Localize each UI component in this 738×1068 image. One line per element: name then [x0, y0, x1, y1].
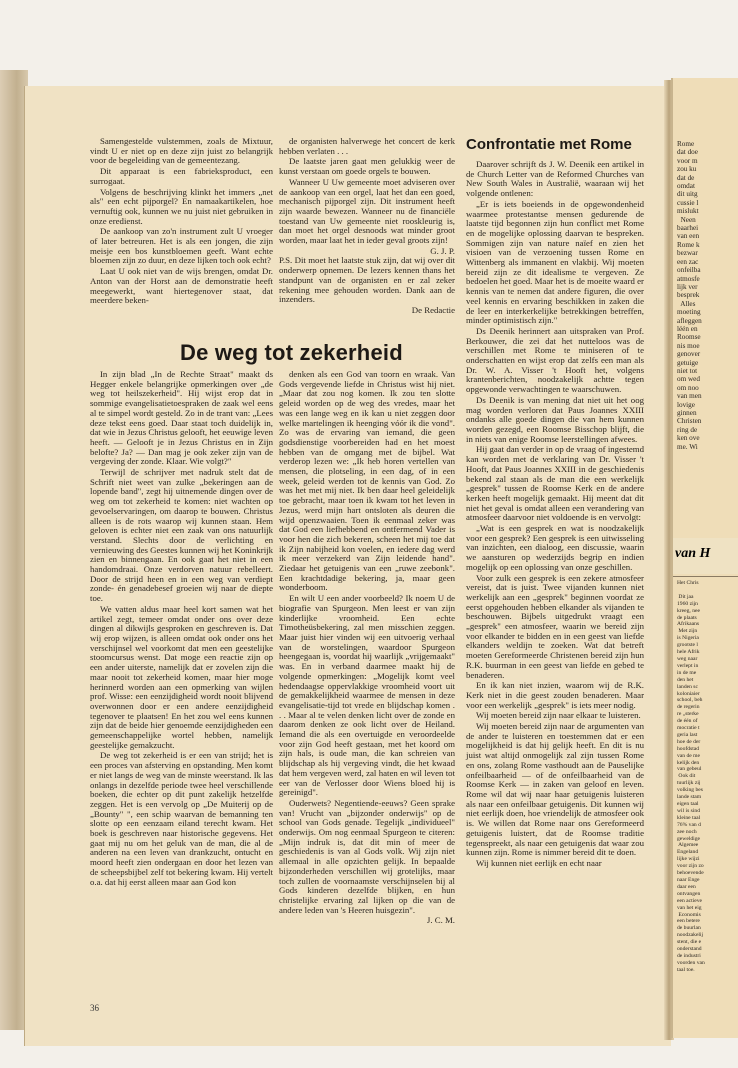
facing-page-rule — [673, 576, 738, 577]
page-number: 36 — [90, 1003, 99, 1013]
paragraph: Ds Deenik is van mening dat niet uit het oog mag worden verloren dat Paus Joannes XXIII ondanks alle goede dingen die van hem kunnen worden gezegd, een Roomse Bisschop blijft, die in niets van enige Roomse leerstellingen afwees. — [466, 394, 644, 444]
paragraph: Hij gaat dan verder in op de vraag of ingestemd kan worden met de verklaring van Dr. Visser 't Hooft, dat Paus Joannes XXIII in de geschiedenis bekend zal staan als de man die een werkelijk „gesprek" tussen de Roomse Kerk en de andere kerken heeft mogelijk gemaakt. Hij meent dat dit niet het geval is omdat alleen een verandering van atmosfeer daarvoor niet voldoende is en vervolgt: — [466, 444, 644, 523]
facing-page — [671, 78, 738, 1038]
paragraph: denken als een God van toorn en wraak. Van Gods vergevende liefde in Christus wist hij niet. „Maar dat zou nog komen. Ik zou ten slotte geleid worden op de weg des vredes, maar het was een lange weg en ik kan u niet zeggen door welke martelingen ik heenging vóór ik die vond". Zo was de ervaring van iemand, die geen godsdienstige voorbereiden had en het moest hebben van de omgang met de bijbel. Wat verderop lezen we: „Ik heb horen vertellen van mensen, die plotseling, in een dag, of in een week, geleid werden tot de kennis van God. Zo was het met mij niet. Ik ben daar heel geleidelijk toe gebracht, maar toen ik kwam tot het leven in Jezus, werd mijn hart ontsloten als deuren die wijd openzwaaien. Toen ik eenmaal zeker was dat God een liefhebbend en ontfermend Vader is voor hen die zich bekeren, scheen het mij toe dat ik Zijn nabijheid kon voelen, en iedere dag werd ik meer verzekerd van Zijn leidende hand". Ziedaar het getuigenis van een „ruwe zeebonk". Een krachtdadige bekering, ja, maar geen wonderboom. — [279, 369, 455, 593]
paragraph: Wij kunnen niet eerlijk en echt naar — [476, 857, 602, 868]
postscript: P.S. Dit moet het laatste stuk zijn, dat wij over dit onderwerp opnemen. De lezers kennen thans het standpunt van de organisten en er zal zeker rekening mee gehouden worden. Dank aan de inzenders. — [279, 255, 455, 305]
column-2-top — [279, 137, 455, 316]
editor-signature: De Redactie — [411, 304, 455, 315]
paragraph: Dit apparaat is een fabrieksproduct, een surrogaat. — [90, 166, 273, 186]
paragraph: Ds Deenik herinnert aan uitspraken van Prof. Berkouwer, die zei dat het nutteloos was de verschillen met Rome te miniseren of te onderschatten en wijst erop dat zelfs een man als Dr. W. A. Visser 't Hooft het, volgens krantenberichten, noodzakelijk achtte tegen opgewonde verwachtingen te waarschuwen. — [466, 325, 644, 395]
column-3 — [466, 160, 644, 870]
paragraph: Wanneer U Uw gemeente moet adviseren over de aankoop van een orgel, laat het dan een goed, mechanisch pijporgel zijn. Dit instrument heeft zijn waarde bewezen. Wanneer nu de financiële toestand van Uw gemeente niet rooskleurig is, dan moet het orgel desnoods wat minder groot worden, maar laat het in ieder geval groots zijn! — [279, 176, 455, 246]
paragraph: Samengestelde vulstemmen, zoals de Mixtuur, vindt U er niet op en deze zijn juist zo belangrijk voor de begeleiding van de gemeentezang. — [90, 136, 273, 166]
paragraph: Ouderwets? Negentiende-eeuws? Geen sprake van! Vrucht van „bijzonder onderwijs" op de school van Gods genade. Tegelijk „individueel" onderwijs. Om nog eenmaal Spurgeon te citeren: „Mijn indruk is, dat dit min of meer de geschiedenis is van al Gods volk. Wij zijn niet allemaal in alle opzichten gelijk. In bepaalde bijzonderheden verschillen wij grotelijks, maar toch zullen de voornaamste verschijnselen bij al Gods kinderen dezelfde blijken, en hun christelijke ervaring zal lijken op die van de andere leden van 's Heeren huisgezin". — [279, 797, 455, 915]
paragraph: En ik kan niet inzien, waarom wij de R.K. Kerk niet in die geest zouden benaderen. Maar voor een werkelijk „gesprek" is iets meer nodig. — [466, 680, 644, 710]
paragraph: In zijn blad „In de Rechte Straat" maakt ds Hegger enkele belangrijke opmerkingen over „de weg tot heilszekerheid". Hij wijst erop dat in sommige evangelisatietoespraken de zaak wel eens al te simpel wordt gesteld. Zo in de trant van: „Lees deze tekst eens goed. Daar staat toch duidelijk in, dat wie in Jezus Christus gelooft, het eeuwige leven heeft. — Gelooft je in Jezus Christus en in Zijn belofte? Ja? — Dan mag je ook zeker zijn van de vergeving der zonde. Klaar. Wie volgt?" — [90, 369, 273, 467]
paragraph: Terwijl de schrijver met nadruk stelt dat de Schrift niet weet van zulke „bekeringen aan de lopende band", zegt hij uitnemende dingen over de weg om tot zekerheid te komen: niet wachten op gevoelservaringen, om daarop te bouwen. Christus alleen is de rots waarop wij kunnen staan. Hem geloven is echter niet een zaak van ons natuurlijk verstand. Slechts door de verlichting en vernieuwing des Geestes kunnen wij het Koninkrijk zien en binnengaan. En ook gaat het niet in een handomdraai. Onze verdorven natuur rebelleert. Door de strijd heen en in een weg van verdiept zonde- én genadebesef groeien wij naar de diepte toe. — [90, 467, 273, 604]
column-1-top — [90, 137, 273, 307]
facing-page-banner-title: van H — [675, 546, 711, 561]
paragraph: Voor zulk een gesprek is een zekere atmosfeer vereist, dat is juist. Twee vijanden kunnen niet werkelijk aan een „gesprek" beginnen voordat ze eerst opgehouden hebben elkander als vijanden te beschouwen. Bijbels uitgedrukt vraagt een „gesprek" een atmosfeer, waarin we bereid zijn voor elkander te bidden en in een geest van liefde elkanders weldijn te zoeken. Wat dat betreft moeten Gereformeerde Christenen bereid zijn hun R.K. buurman in een geest van liefde en gebed te benaderen. — [466, 572, 644, 680]
signature: J. C. M. — [426, 915, 455, 926]
headline-confrontatie-met-rome: Confrontatie met Rome — [466, 136, 632, 153]
paragraph: Wij moeten bereid zijn naar elkaar te luisteren. — [476, 710, 641, 721]
paragraph: Daarover schrijft ds J. W. Deenik een artikel in de Church Letter van de Reformed Churches van New South Wales in Australië, waaraan wij het volgende ontlenen: — [466, 159, 644, 199]
headline-de-weg-tot-zekerheid: De weg tot zekerheid — [180, 340, 403, 365]
facing-page-banner — [673, 538, 738, 574]
paragraph: We vatten aldus maar heel kort samen wat het artikel zegt, temeer omdat onder ons over deze dingen al dikwijls gesproken en geschreven is. Dat wij erop wijzen, is alleen omdat ook onder ons het verschijnsel wel voorkomt dat men een geestelijke stoomcursus wenst. Dat moge een reactie zijn op een ander uiterste, namelijk dat er zovelen zijn die maar nooit tot zekerheid komen, maar hier moge herinnerd worden aan een opmerking van wijlen prof. Wisse: een eenzijdigheid wordt nooit blijvend overwonnen door er een andere eenzijdigheid tegenover te plaatsen! En het zou wel eens kunnen zijn dat de beide hier genoemde eenzijdigheden een gemeenschappelijke wortel hebben, namelijk geestelijke gemakzucht. — [90, 603, 273, 750]
paragraph: De weg tot zekerheid is er een van strijd; het is een proces van afsterving en opstanding. Men komt er niet langs de weg van de minste weerstand. Ik las onlangs in dezelfde periode twee heel verschillende boeken, die echter op dit punt zakelijk hetzelfde zeggen. Het is een vervolg op „De Muiterij op de „Bounty" ", een schip waarvan de bemanning ten slotte op een eenzaam eiland terecht kwam. Het boek is geschreven naar historische gegevens. Het gaat mij nu om het geluk van de man, die al de anderen na een leven van drankzucht, ontucht en moord heeft zien ondergaan en door het lezen van de scheepsbijbel zelf tot bekering kwam. Hij vertelt o.a. dat hij eerst alleen maar aan God kon — [90, 750, 273, 887]
paragraph: De laatste jaren gaat men gelukkig weer de kunst verstaan om goede orgels te bouwen. — [279, 156, 455, 177]
paragraph: En wilt U een ander voorbeeld? Ik noem U de biografie van Spurgeon. Men leest er van zijn kinderlijke vroomheid. Een echte Timotheüsbekering, zal men misschien zeggen. Maar juist hier vinden wij een uitvoerig verhaal van de worstelingen, waardoor Spurgeon heengegaan is, voordat hij waarlijk „vrijgemaakt" was. En in verband daarmee maakt hij de volgende opmerkingen: „Mogelijk komt veel hedendaagse oppervlakkige vroomheid voort uit de gemakkelijkheid waarmee de mensen in deze evangelisatie-tijd tot vrede en blijdschap komen . . . Maar al te velen denken licht over de zonde en daarom denken ze ook licht over de Heiland. Iemand die als een overtuigde en veroordeelde voor zijn God heeft gestaan, met het koord om zijn hals, is oude man, die kan schreien van blijdschap als hij vergeving vindt, die het kwaad dat hem vergeven werd, zal haten en wil leven tot eer van de Verlosser door Wiens bloed hij is gereinigd". — [279, 593, 455, 798]
paragraph: „Er is iets boeiends in de opgewondenheid waarmee protestantse mensen gedurende de laatste tijd begonnen zijn hun conflict met Rome en de mogelijke oplossing daarvan te bespreken. Sommigen zijn van nature naïef en zien het visioen van de verzoening tussen Rome en Wittenberg als immanent en vlakbij. Wij moeten bereid zijn ze dit idealisme te vergeven. Ze bedoelen het goed. Maar het is de moeite waard er kennis van te nemen dat andere figuren, die over veel kennis en ervaring beschikken in zaken die de leer en interkerkelijke betrekkingen betreffen, minder optimistisch zijn." — [466, 198, 644, 326]
paragraph: „Wat is een gesprek en wat is noodzakelijk voor een gesprek? Een gesprek is een uitwisseling van inzichten, een dialoog, een discussie, waarin we aansturen op wederzijds begrip en indien mogelijk op een oplossing van onze geschillen. — [466, 523, 644, 572]
facing-page-text-bottom: Het Chris Dit jaa 1960 zijn kreeg, nee de plaats Afrikaans Met zijn is Nigeria grootste l hele Afrik weg naar verlept in in de me den het landen sc koloniaier school, beh de regerin re „sterke de één of mocratie t geria last hoe de der hoofdstad van de me kelijk den van gebeul Ook dit tuurlijk zij volking bes lande stam eigen taal wil is sind kleine taal 76% van d zee noch geweldige Algemee Engeland lijke wijzi voor zijn zo behoevende naar Enge daar een ontvangen een actieve van het eig Economis een betere de buurlan noodzakelij stent, die e onderstand de industri voorden van taal toe. — [677, 580, 705, 973]
facing-page-text-top: Rome dat doe voor m zou ku dat de omdat dit uitg cussie l mislukt Neen baarhei van een Rome k bezwar een zac onfeilba atmosfe lijk ver besprek Alles moeting afleggen léén en Roomse nis moe genover getuige niet tot om wed om noo van men lovige ginnen Christen ring de ken ove me. Wi — [677, 140, 702, 451]
paragraph: Volgens de beschrijving klinkt het immers „net als" een echt pijporgel? En namaakartikelen, hoe vernuftig ook, kunnen we nu juist niet gebruiken in onze eredienst. — [90, 186, 273, 226]
signature: G. J. P. — [430, 245, 455, 256]
paragraph: de organisten halverwege het concert de kerk hebben verlaten . . . — [279, 136, 455, 156]
column-1-main — [90, 370, 273, 888]
paragraph: Laat U ook niet van de wijs brengen, omdat Dr. Anton van der Horst aan de demonstratie heeft meegewerkt, want hiertegenover staat, dat meerdere beken- — [90, 266, 273, 306]
paragraph: De aankoop van zo'n instrument zult U vroeger of later betreuren. Het is als een jongen, die zijn meisje een bos kunstbloemen geeft. Want echte bloemen zijn zo duur, en deze lijken toch ook echt? — [90, 226, 273, 266]
paragraph: Wij moeten bereid zijn naar de argumenten van de ander te luisteren en toestemmen dat er een mogelijkheid is dat hij gelijk heeft. En dit is nu juist wat altijd onmogelijk zal zijn tussen Rome en ons, zolang Rome vasthoudt aan de Pauselijke onfeilbaarheid — of de onfeilbaarheid van de Roomse Kerk — in zaken van geloof en leven. Rome wil dat wij naar haar getuigenis luisteren als naar een onfeilbaar getuigenis. Dit kunnen wij niet eerlijk doen, hoe vriendelijk de atmosfeer ook is. We willen dat Rome naar ons Gereformeerd getuigenis luistert, dat de Roomse traditie tegenspreekt, als naar een getuigenis dat waar zou kunnen zijn. Rome is nimmer bereid dit te doen. — [466, 721, 644, 858]
column-2-main — [279, 370, 455, 926]
